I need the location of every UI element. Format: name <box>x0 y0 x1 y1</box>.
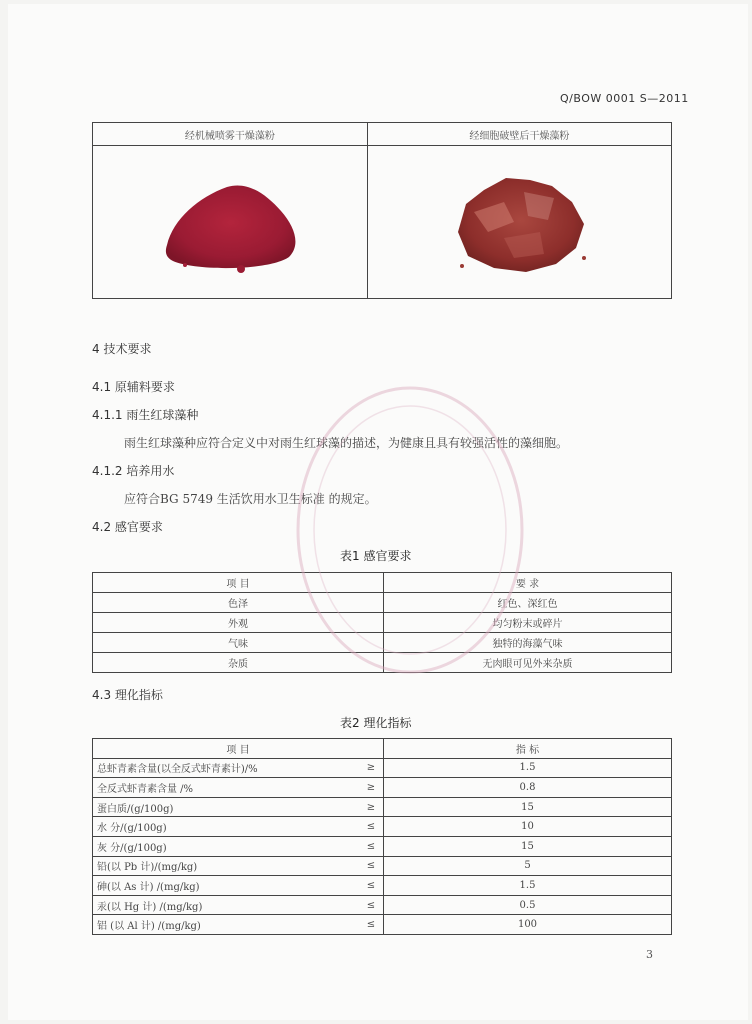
cell-wall-broken-powder-cell <box>367 146 671 299</box>
section-4-1-1-paragraph: 雨生红球藻种应符合定义中对雨生红球藻的描述，为健康且具有较强活性的藻细胞。 <box>124 436 569 450</box>
table1-header-item: 项 目 <box>93 573 384 593</box>
section-4-heading: 4 技术要求 <box>92 342 152 356</box>
table-row <box>93 653 672 673</box>
table2-value: 1.5 <box>384 876 672 896</box>
table2-operator: ≥ <box>359 758 384 778</box>
table2-item: 蛋白质/(g/100g) <box>93 797 360 817</box>
table1-cell: 色泽 <box>93 593 384 613</box>
table-row <box>93 758 672 778</box>
table-row <box>93 915 672 935</box>
table2-operator: ≥ <box>359 797 384 817</box>
table-row <box>93 836 672 856</box>
table2-operator: ≤ <box>359 817 384 837</box>
table2-item: 汞(以 Hg 计) /(mg/kg) <box>93 895 360 915</box>
physicochemical-index-table <box>92 738 672 935</box>
table2-header-index: 指 标 <box>384 739 672 759</box>
table2-item: 铝 (以 Al 计) /(mg/kg) <box>93 915 360 935</box>
section-4-2-heading: 4.2 感官要求 <box>92 520 163 534</box>
table2-value: 15 <box>384 836 672 856</box>
table2-value: 10 <box>384 817 672 837</box>
table1-cell: 外观 <box>93 613 384 633</box>
table2-value: 0.5 <box>384 895 672 915</box>
table2-value: 1.5 <box>384 758 672 778</box>
table-row <box>93 856 672 876</box>
table2-operator: ≥ <box>359 778 384 798</box>
table2-item: 砷(以 As 计) /(mg/kg) <box>93 876 360 896</box>
table2-item: 铅(以 Pb 计)/(mg/kg) <box>93 856 360 876</box>
table2-header-item: 项 目 <box>93 739 384 759</box>
table2-operator: ≤ <box>359 895 384 915</box>
table-row <box>93 895 672 915</box>
table-row <box>93 613 672 633</box>
table2-value: 0.8 <box>384 778 672 798</box>
table1-caption: 表1 感官要求 <box>340 549 412 563</box>
table-row <box>93 876 672 896</box>
section-4-3-heading: 4.3 理化指标 <box>92 688 163 702</box>
sensory-requirements-table <box>92 572 672 673</box>
section-4-1-heading: 4.1 原辅料要求 <box>92 380 175 394</box>
section-4-1-2-paragraph: 应符合BG 5749 生活饮用水卫生标准 的规定。 <box>124 492 377 506</box>
table2-item: 水 分/(g/100g) <box>93 817 360 837</box>
table2-item: 全反式虾青素含量 /% <box>93 778 360 798</box>
table1-cell: 杂质 <box>93 653 384 673</box>
table2-operator: ≤ <box>359 876 384 896</box>
table2-operator: ≤ <box>359 856 384 876</box>
image-col2-title: 经细胞破壁后干燥藻粉 <box>367 123 671 146</box>
table1-header-requirement: 要 求 <box>384 573 672 593</box>
standard-code: Q/BOW 0001 S—2011 <box>560 92 689 105</box>
table1-cell: 红色、深红色 <box>384 593 672 613</box>
table1-cell: 均匀粉末或碎片 <box>384 613 672 633</box>
table2-value: 15 <box>384 797 672 817</box>
page-number: 3 <box>646 948 653 961</box>
section-4-1-2-heading: 4.1.2 培养用水 <box>92 464 175 478</box>
spray-dried-powder-image <box>155 167 305 277</box>
table-row <box>93 817 672 837</box>
table-row <box>93 797 672 817</box>
powder-image-table <box>92 122 672 299</box>
table2-value: 100 <box>384 915 672 935</box>
table1-cell: 气味 <box>93 633 384 653</box>
table1-cell: 无肉眼可见外来杂质 <box>384 653 672 673</box>
cell-wall-broken-powder-image <box>444 162 594 282</box>
table2-caption: 表2 理化指标 <box>340 716 412 730</box>
table-row <box>93 778 672 798</box>
table2-item: 灰 分/(g/100g) <box>93 836 360 856</box>
table1-cell: 独特的海藻气味 <box>384 633 672 653</box>
table-row <box>93 593 672 613</box>
table-row <box>93 633 672 653</box>
table2-operator: ≤ <box>359 915 384 935</box>
table2-operator: ≤ <box>359 836 384 856</box>
image-col1-title: 经机械喷雾干燥藻粉 <box>93 123 368 146</box>
table2-item: 总虾青素含量(以全反式虾青素计)/% <box>93 758 360 778</box>
section-4-1-1-heading: 4.1.1 雨生红球藻种 <box>92 408 199 422</box>
spray-dried-powder-cell <box>93 146 368 299</box>
table2-value: 5 <box>384 856 672 876</box>
